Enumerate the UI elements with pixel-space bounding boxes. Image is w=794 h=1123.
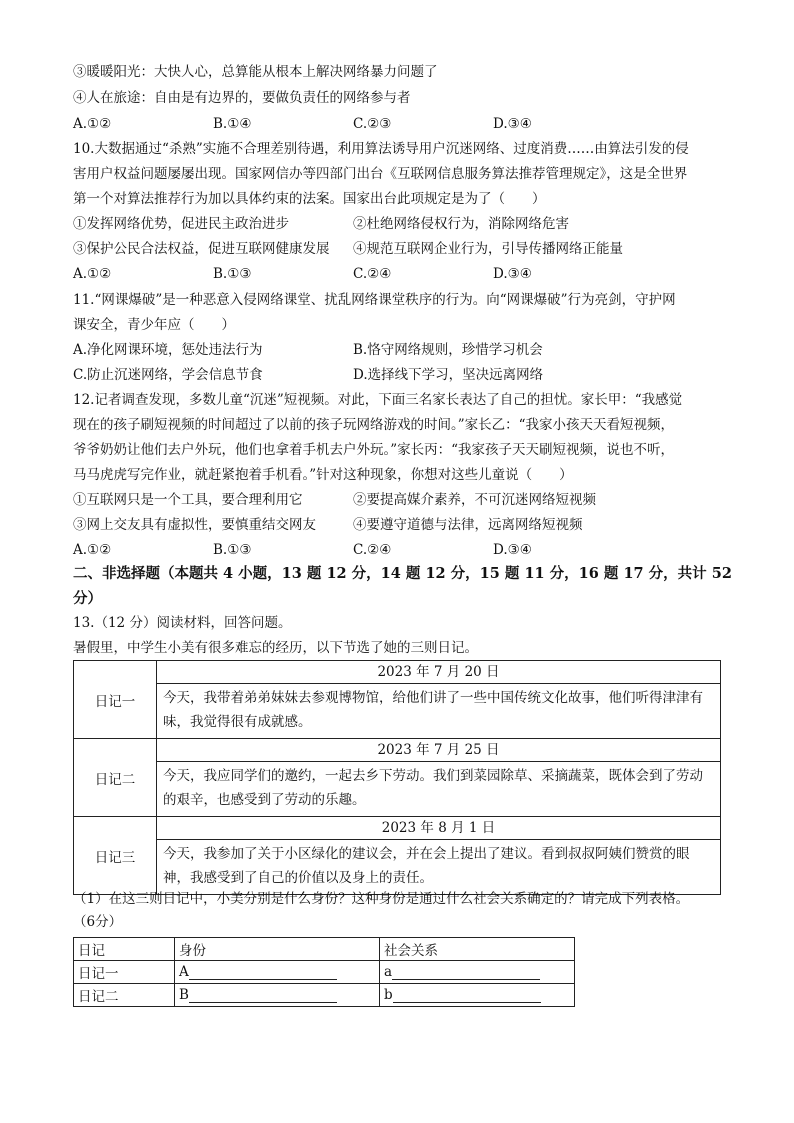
table-row xyxy=(74,961,575,984)
q12-choice-c: C.②④ xyxy=(353,542,392,558)
q9-choice-a: A.①② xyxy=(73,116,112,132)
row-diary: 日记二 xyxy=(74,984,175,1007)
diary-text: 今天，我应同学们的邀约，一起去乡下劳动。我们到菜园除草、采摘蔬菜，既体会到了劳动的艰辛，也感受到了劳动的乐趣。 xyxy=(163,768,703,808)
diary-label: 日记二 xyxy=(74,739,157,817)
q10-option-4: ④规范互联网企业行为，引导传播网络正能量 xyxy=(353,241,623,257)
q9-option-3: ③暖暖阳光：大快人心，总算能从根本上解决网络暴力问题了 xyxy=(73,64,438,80)
q12-stem-line4: 马马虎虎写完作业，就赶紧抱着手机看。”针对这种现象，你想对这些儿童说（ ） xyxy=(73,467,573,483)
diary-row xyxy=(74,739,721,817)
q12-choice-b: B.①③ xyxy=(213,542,252,558)
q9-option-4: ④人在旅途：自由是有边界的，要做负责任的网络参与者 xyxy=(73,90,411,106)
table-row xyxy=(74,984,575,1007)
q10-option-2: ②杜绝网络侵权行为，消除网络危害 xyxy=(353,216,569,232)
q12-choice-a: A.①② xyxy=(73,542,112,558)
q12-stem-line2: 现在的孩子刷短视频的时间超过了以前的孩子玩网络游戏的时间。”家长乙：“我家小孩天天看短视频， xyxy=(73,417,675,433)
diary-label: 日记一 xyxy=(74,661,157,739)
col-header-relation: 社会关系 xyxy=(380,938,575,961)
q9-choice-c: C.②③ xyxy=(353,116,392,132)
q11-option-b: B.恪守网络规则，珍惜学习机会 xyxy=(353,342,543,358)
q13-intro: 暑假里，中学生小美有很多难忘的经历，以下节选了她的三则日记。 xyxy=(73,640,478,656)
q12-option-1: ①互联网只是一个工具，要合理利用它 xyxy=(73,492,303,508)
q10-stem-line2: 害用户权益问题屡屡出现。国家网信办等四部门出台《互联网信息服务算法推荐管理规定》，这是全世界 xyxy=(73,166,688,182)
q10-stem-line1: 10.大数据通过“杀熟”实施不合理差别待遇，利用算法诱导用户沉迷网络、过度消费……由算法引发的侵 xyxy=(73,141,689,157)
relation-blank[interactable] xyxy=(392,966,540,980)
q12-choice-d: D.③④ xyxy=(493,542,532,558)
diary-text: 今天，我参加了关于小区绿化的建议会，并在会上提出了建议。看到叔叔阿姨们赞赏的眼神，我感受到了自己的价值以及身上的责任。 xyxy=(163,846,690,886)
q10-option-1: ①发挥网络优势，促进民主政治进步 xyxy=(73,216,289,232)
q11-option-d: D.选择线下学习，坚决远离网络 xyxy=(353,367,544,383)
q13-sub1-line2: （6分） xyxy=(73,914,123,930)
q10-option-3: ③保护公民合法权益，促进互联网健康发展 xyxy=(73,241,330,257)
q10-stem-line3: 第一个对算法推荐行为加以具体约束的法案。国家出台此项规定是为了（ ） xyxy=(73,191,546,207)
diary-table xyxy=(73,660,721,895)
diary-row xyxy=(74,817,721,895)
identity-label: B xyxy=(179,987,189,1003)
diary-row xyxy=(74,661,721,739)
relation-label: b xyxy=(384,987,393,1003)
q11-option-c: C.防止沉迷网络，学会信息节食 xyxy=(73,367,263,383)
diary-date: 2023 年 7 月 20 日 xyxy=(157,661,720,684)
diary-text: 今天，我带着弟弟妹妹去参观博物馆，给他们讲了一些中国传统文化故事，他们听得津津有味，我觉得很有成就感。 xyxy=(163,690,703,730)
q10-choice-b: B.①③ xyxy=(213,266,252,282)
section2-heading-cont: 分） xyxy=(73,590,102,607)
identity-blank[interactable] xyxy=(189,989,337,1003)
q12-option-3: ③网上交友具有虚拟性，要慎重结交网友 xyxy=(73,517,316,533)
relation-blank[interactable] xyxy=(393,989,541,1003)
q10-choice-d: D.③④ xyxy=(493,266,532,282)
q12-stem-line3: 爷爷奶奶让他们去户外玩，他们也拿着手机去户外玩。”家长丙：“我家孩子天天刷短视频，说也不听， xyxy=(73,442,675,458)
q12-option-2: ②要提高媒介素养，不可沉迷网络短视频 xyxy=(353,492,596,508)
q11-stem-line2: 课安全，青少年应（ ） xyxy=(73,317,235,333)
q9-choice-d: D.③④ xyxy=(493,116,532,132)
q12-stem-line1: 12.记者调查发现，多数儿童“沉迷”短视频。对此，下面三名家长表达了自己的担忧。家长甲：“我感觉 xyxy=(73,392,683,408)
diary-date: 2023 年 8 月 1 日 xyxy=(157,817,720,840)
answer-table xyxy=(73,937,575,1007)
table-header-row xyxy=(74,938,575,961)
q10-choice-c: C.②④ xyxy=(353,266,392,282)
q12-option-4: ④要遵守道德与法律，远离网络短视频 xyxy=(353,517,583,533)
q13-sub1-line1: （1）在这三则日记中，小美分别是什么身份？这种身份是通过什么社会关系确定的？请完成下列表格。 xyxy=(73,891,690,907)
q11-stem-line1: 11.“网课爆破”是一种恶意入侵网络课堂、扰乱网络课堂秩序的行为。向“网课爆破”行为亮剑，守护网 xyxy=(73,292,676,308)
row-diary: 日记一 xyxy=(74,961,175,984)
q11-option-a: A.净化网课环境，惩处违法行为 xyxy=(73,342,263,358)
identity-blank[interactable] xyxy=(189,966,337,980)
relation-label: a xyxy=(384,964,393,980)
q10-choice-a: A.①② xyxy=(73,266,112,282)
section2-heading: 二、非选择题（本题共 4 小题，13 题 12 分，14 题 12 分，15 题 11 分，16 题 17 分，共计 52 xyxy=(73,565,732,582)
identity-label: A xyxy=(179,964,189,980)
col-header-identity: 身份 xyxy=(175,938,380,961)
q13-heading: 13.（12 分）阅读材料，回答问题。 xyxy=(73,615,292,631)
diary-date: 2023 年 7 月 25 日 xyxy=(157,739,720,762)
diary-label: 日记三 xyxy=(74,817,157,895)
col-header-diary: 日记 xyxy=(74,938,175,961)
q9-choice-b: B.①④ xyxy=(213,116,252,132)
